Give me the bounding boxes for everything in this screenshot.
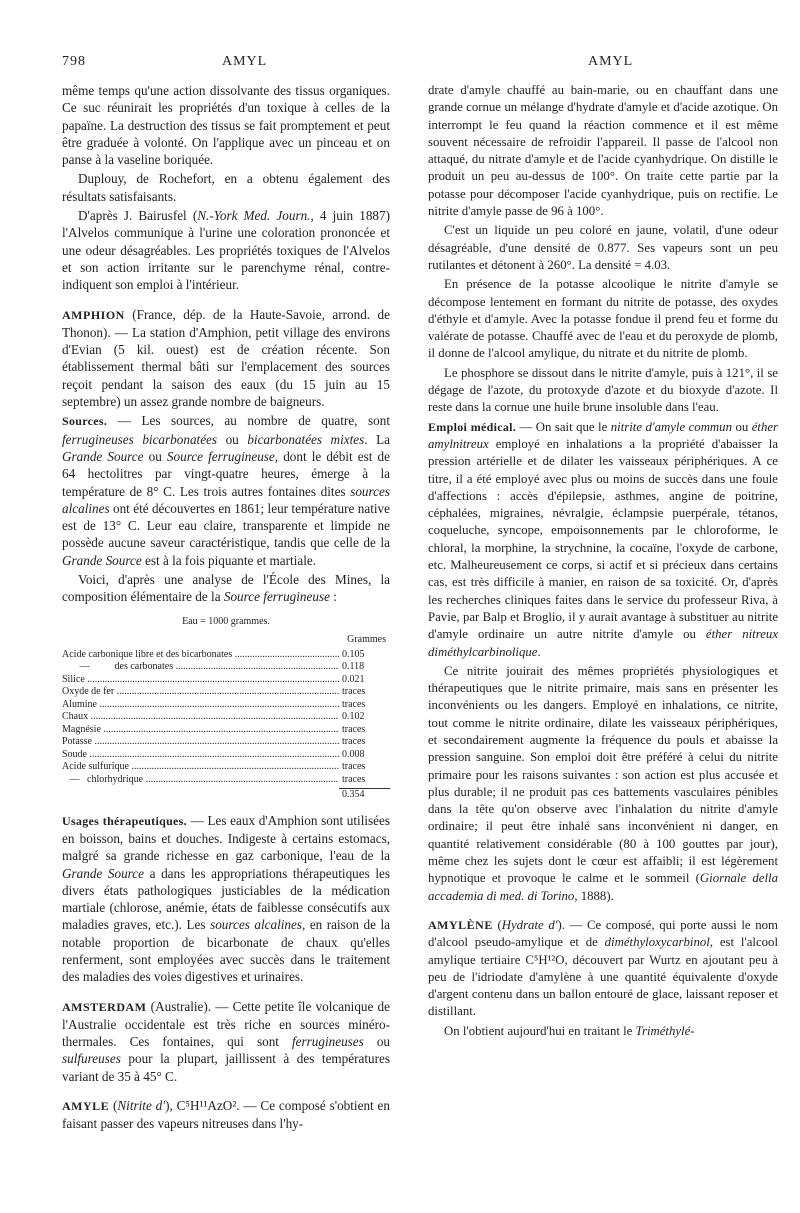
paragraph: Ce nitrite jouirait des mêmes propriétés physiologiques et thérapeutiques que le nitrite primaire, mais sans en présenter les inconvénients ou les dangers. Employé en inhalations, ce nitrite, tout comme le nitrite ordinaire, dilate les vaisseaux périphériques, et secondairement augmente la fréquence du pouls et abaisse la pression sanguine. Son emploi doit être préféré à celui du nitrite primaire pour les raisons suivantes : son action est plus accusée et plus durable; il ne produit pas ces battements vasculaires pénibles dans la tête qu'on observe avec l'inhalation du nitrite d'amyle ordinaire; il peut être inhalé sans inconvénient ni danger, en quantité relativement considérable (80 à 100 gouttes par jour), même chez les sujets dont le cœur est affaibli; il est légèrement hypnotique et provoque le calme et le sommeil (Giornale della accademia di med. di Torino, 1888). (428, 663, 778, 903)
page-number: 798 (62, 54, 86, 69)
table-row: Soude ..... 0.008 (62, 749, 390, 762)
subheading: Sources. (62, 414, 108, 429)
entry-amyle: AMYLE (Nitrite d'), C⁵H¹¹AzO². — Ce composé s'obtient en faisant passer des vapeurs nitreuses dans l'hy- (62, 1098, 390, 1132)
table-row: Chaux ..... 0.102 (62, 711, 390, 724)
running-title-right: AMYL (588, 54, 634, 69)
table-row: Alumine ..... traces (62, 699, 390, 712)
analysis-caption: Eau = 1000 grammes. (182, 615, 270, 627)
table-row: Potasse ..... traces (62, 736, 390, 749)
paragraph: Duplouy, de Rochefort, en a obtenu également des résultats satisfaisants. (62, 171, 390, 204)
paragraph: D'après J. Bairusfel (N.-York Med. Journ., 4 juin 1887) l'Alvelos communique à l'urine une coloration prononcée et une odeur désagréables. Les propriétés toxiques de l'Alvelos et son action irritante sur le parenchyme rénal, contre-indiquent son emploi à l'intérieur. (62, 208, 390, 293)
entry-headword: AMYLÈNE (428, 917, 493, 932)
paragraph: C'est un liquide un peu coloré en jaune, volatil, d'une odeur désagréable, d'une densité de 0.877. Ses vapeurs sont un peu rutilantes et détonent à 260°. La densité = 4.03. (428, 223, 778, 272)
entry-headword: AMSTERDAM (62, 999, 147, 1014)
table-row: Acide carbonique libre et des bicarbonates ..... 0.105 (62, 649, 390, 662)
running-header (0, 54, 800, 74)
entry-headword: AMYLE (62, 1099, 110, 1114)
paragraph: même temps qu'une action dissolvante des tissus organiques. Ce suc réunirait les propriétés d'un toxique à celles de la papaïne. La destruction des tissus se fait promptement et peut être graduée à volonté. On l'applique avec un pinceau et on panse à la vaseline boriquée. (62, 83, 390, 168)
running-title-left: AMYL (222, 54, 268, 69)
entry-amsterdam: AMSTERDAM (Australie). — Cette petite île volcanique de l'Australie occidentale est très riche en sources minéro-thermales. Ces fontaines, qui sont ferrugineuses ou sulfureuses pour la plupart, jaillissent à des températures variant de 35 à 45° C. (62, 998, 391, 1084)
paragraph-emploi: Emploi médical. — On sait que le nitrite d'amyle commun ou éther amylnitreux employé en inhalations a la propriété d'abaisser la pression artérielle et de dilater les vaisseaux périphériques. A ce titre, il a été employé avec plus ou moins de succès dans une foule d'affections : accès d'épilepsie, asthmes, angine de poitrine, céphalées, migraines, névralgie, éclampsie puerpérale, tétanos, coqueluche, syncope, empoisonnements par le chloroforme, le chloral, la morphine, la strychnine, la cocaïne, l'oxyde de carbone, etc. Malheureusement ce corps, si actif et si précieux dans certains cas, est très difficile à manier, en raison de sa toxicité. Or, d'après les recherches cliniques faites dans le service du professeur Riva, à Pavie, par Balp et Broglio, il y aurait avantage à substituer au nitrite d'amyle ordinaire un autre nitrite d'amyle ou éther nitreux diméthylcarbinolique. (428, 419, 778, 659)
analysis-unit: Grammes (347, 634, 386, 646)
paragraph: drate d'amyle chauffé au bain-marie, ou en chauffant dans une grande cornue un mélange d'hydrate d'amyle et d'acide azotique. On interrompt le feu quand la réaction commence et il est même souvent nécessaire de refroidir l'appareil. Il passe de l'alcool non attaqué, du nitrate d'amyle et de l'acide cyanhydrique. On distille le produit un peu au-dessus de 100°. On traite cette partie par la potasse pour décomposer l'acide cyanhydrique, puis on rectifie. Le nitrite d'amyle passe de 96 à 100°. (428, 83, 778, 219)
subheading: Emploi médical. (428, 419, 517, 434)
table-row: Magnésie ..... traces (62, 724, 390, 737)
paragraph: Voici, d'après une analyse de l'École des Mines, la composition élémentaire de la Source ferrugineuse : (62, 572, 390, 605)
table-row: — des carbonates ..... 0.118 (62, 661, 390, 674)
table-row: Oxyde de fer ..... traces (62, 686, 390, 699)
right-column (428, 82, 778, 1042)
paragraph: Le phosphore se dissout dans le nitrite d'amyle, puis à 121°, il se dégage de l'azote, du protoxyde d'azote et du bioxyde d'azote. Il reste dans la cornue une huile brune insoluble dans l'eau. (428, 365, 778, 415)
subheading: Usages thérapeutiques. (62, 813, 187, 828)
entry-headword: AMPHION (62, 307, 125, 322)
left-column (62, 82, 390, 1135)
paragraph-usages: Usages thérapeutiques. — Les eaux d'Amphion sont utilisées en boisson, bains et douches. Indigeste à certains estomacs, malgré sa grande richesse en gaz carbonique, l'eau de la Grande Source a dans les appropriations thérapeutiques les divers états pathologiques justiciables de la médication martiale (chlorose, anémie, états de faiblesse consécutifs aux maladies graves, etc.). Les sources alcalines, en raison de la notable proportion de bicarbonate de chaux qu'elles renferment, sont employées avec succès dans le traitement des maladies des voies digestives et urinaires. (62, 812, 391, 985)
table-row: Silice ..... 0.021 (62, 674, 390, 687)
entry-amylene: AMYLÈNE (Hydrate d'). — Ce composé, qui porte aussi le nom d'alcool pseudo-amylique et de diméthyloxycarbinol, est l'alcool amylique tertiaire C⁵H¹²O, découvert par Wurtz en ajoutant peu à peu de l'idriodate d'amylène à une quantité équivalente d'oxyde d'argent contenu dans un ballon entouré de glace, laissant reposer et distillant. (428, 917, 778, 1019)
table-row: Acide sulfurique ..... traces (62, 761, 390, 774)
journal-title: Giornale della accademia di med. di Torino (428, 871, 778, 903)
paragraph-sources: Sources. — Les sources, au nombre de quatre, sont ferrugineuses bicarbonatées ou bicarbonatées mixtes. La Grande Source ou Source ferrugineuse, dont le débit est de 64 hectolitres par vingt-quatre heures, émerge à la température de 8° C. Les trois autres fontaines dites sources alcalines ont été découvertes en 1861; leur température native est de 13° C. Leur eau claire, transparente et limpide ne possède aucune saveur caractéristique, tandis que celle de la Grande Source est à la fois piquante et martiale. (62, 413, 391, 568)
entry-amphion: AMPHION (France, dép. de la Haute-Savoie, arrond. de Thonon). — La station d'Amphion, petit village des environs d'Evian (5 kil. ouest) est de création récente. Son établissement thermal bâti sur l'emplacement des sources reçoit pendant la saison des eaux (du 15 juin au 15 septembre) un assez grande nombre de baigneurs. (62, 306, 390, 410)
paragraph: En présence de la potasse alcoolique le nitrite d'amyle se décompose lentement en formant du nitrite de potasse, des oxydes d'éthyle et d'amyle. Avec la potasse fondue il prend feu et forme du valérate de potasse. Chauffé avec de l'eau et du peroxyde de plomb, il donne de l'alcool amylique, du nitrate et du nitrite de plomb. (428, 277, 778, 361)
analysis-table (62, 616, 390, 802)
paragraph: On l'obtient aujourd'hui en traitant le Triméthylé- (444, 1023, 695, 1038)
table-row: — chlorhydrique ..... traces (62, 774, 390, 787)
journal-title: N.-York Med. Journ. (197, 208, 311, 224)
analysis-total: 0.354 (62, 788, 390, 802)
